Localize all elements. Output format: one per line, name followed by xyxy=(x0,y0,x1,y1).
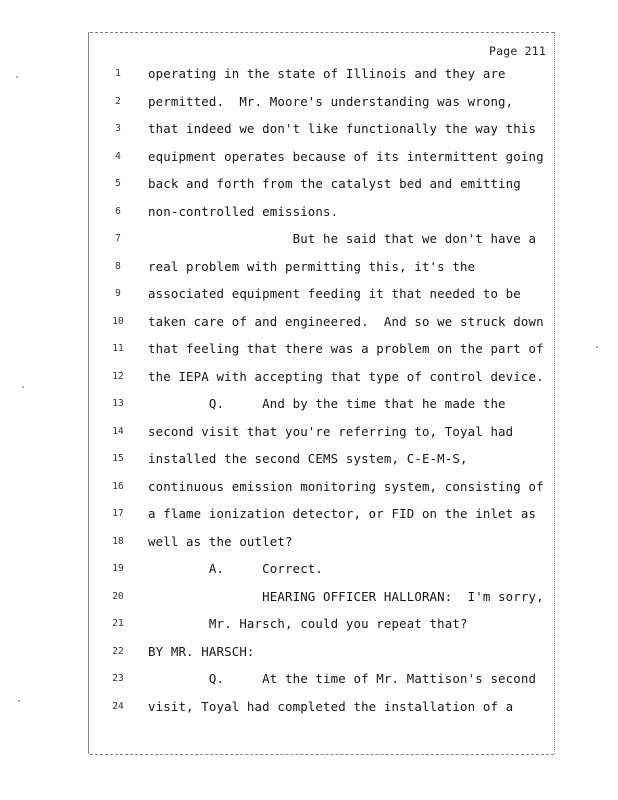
line-number: 1 xyxy=(115,68,121,79)
line-text: Mr. Harsch, could you repeat that? xyxy=(148,616,468,631)
line-number: 14 xyxy=(112,425,124,437)
line-text: second visit that you're referring to, Toyal had xyxy=(148,423,514,439)
transcript-line xyxy=(0,392,618,416)
transcript-line xyxy=(0,365,618,389)
transcript-line xyxy=(0,530,618,554)
line-text: But he said that we don't have a xyxy=(148,231,537,246)
transcript-line xyxy=(0,695,618,719)
line-number: 11 xyxy=(112,343,124,354)
line-text: visit, Toyal had completed the installation of a xyxy=(148,698,514,714)
line-number: 15 xyxy=(112,453,124,464)
line-text: continuous emission monitoring system, consisting of xyxy=(148,478,544,494)
scan-speck xyxy=(22,386,24,388)
transcript-line xyxy=(0,557,618,581)
transcript-line xyxy=(0,145,618,169)
line-number: 6 xyxy=(115,205,121,217)
line-text: equipment operates because of its intermittent going xyxy=(148,148,544,164)
transcript-line xyxy=(0,282,618,306)
transcript-line xyxy=(0,62,618,86)
line-text: that indeed we don't like functionally the way this xyxy=(148,121,537,136)
transcript-line xyxy=(0,585,618,609)
transcript-line xyxy=(0,90,618,114)
line-text: that feeling that there was a problem on the part of xyxy=(148,341,544,356)
line-number: 18 xyxy=(112,535,124,547)
line-text: the IEPA with accepting that type of control device. xyxy=(148,368,544,384)
line-number: 23 xyxy=(112,673,124,684)
line-number: 19 xyxy=(112,563,124,574)
line-number: 12 xyxy=(112,370,124,382)
line-number: 5 xyxy=(115,178,121,189)
transcript-line xyxy=(0,200,618,224)
transcript-line xyxy=(0,117,618,141)
line-number: 24 xyxy=(112,700,124,712)
line-number: 22 xyxy=(112,645,124,657)
line-number: 16 xyxy=(112,480,124,492)
top-border xyxy=(90,32,554,33)
transcript-line xyxy=(0,502,618,526)
line-text: Q. At the time of Mr. Mattison's second xyxy=(148,671,537,686)
transcript-line xyxy=(0,640,618,664)
line-text: installed the second CEMS system, C-E-M-S, xyxy=(148,451,468,466)
page-number: Page 211 xyxy=(489,44,546,58)
line-number: 10 xyxy=(112,315,124,327)
transcript-line xyxy=(0,612,618,636)
line-number: 2 xyxy=(115,95,121,107)
line-number: 9 xyxy=(115,288,121,299)
transcript-line xyxy=(0,227,618,251)
line-number: 7 xyxy=(115,233,121,244)
line-number: 8 xyxy=(115,260,121,272)
line-text: well as the outlet? xyxy=(148,533,293,549)
transcript-line xyxy=(0,475,618,499)
transcript-line xyxy=(0,667,618,691)
line-number: 17 xyxy=(112,508,124,519)
scan-speck xyxy=(16,76,18,78)
line-number: 4 xyxy=(115,150,121,162)
transcript-line xyxy=(0,172,618,196)
transcript-line xyxy=(0,337,618,361)
line-text: Q. And by the time that he made the xyxy=(148,396,506,411)
line-text: associated equipment feeding it that needed to be xyxy=(148,286,521,301)
line-number: 13 xyxy=(112,398,124,409)
bottom-border xyxy=(90,754,554,755)
line-text: A. Correct. xyxy=(148,561,324,576)
transcript-line xyxy=(0,420,618,444)
line-text: HEARING OFFICER HALLORAN: I'm sorry, xyxy=(148,588,544,604)
line-number: 21 xyxy=(112,618,124,629)
line-text: taken care of and engineered. And so we struck down xyxy=(148,313,544,329)
line-text: a flame ionization detector, or FID on the inlet as xyxy=(148,506,537,521)
line-text: real problem with permitting this, it's the xyxy=(148,258,476,274)
line-text: non-controlled emissions. xyxy=(148,203,339,219)
scan-speck xyxy=(18,700,20,702)
line-text: BY MR. HARSCH: xyxy=(148,643,255,659)
transcript-line xyxy=(0,255,618,279)
line-number: 20 xyxy=(112,590,124,602)
line-text: operating in the state of Illinois and they are xyxy=(148,66,506,81)
transcript-line xyxy=(0,447,618,471)
line-text: back and forth from the catalyst bed and emitting xyxy=(148,176,521,191)
scan-speck xyxy=(596,346,598,348)
transcript-line xyxy=(0,310,618,334)
line-number: 3 xyxy=(115,123,121,134)
line-text: permitted. Mr. Moore's understanding was wrong, xyxy=(148,93,514,109)
